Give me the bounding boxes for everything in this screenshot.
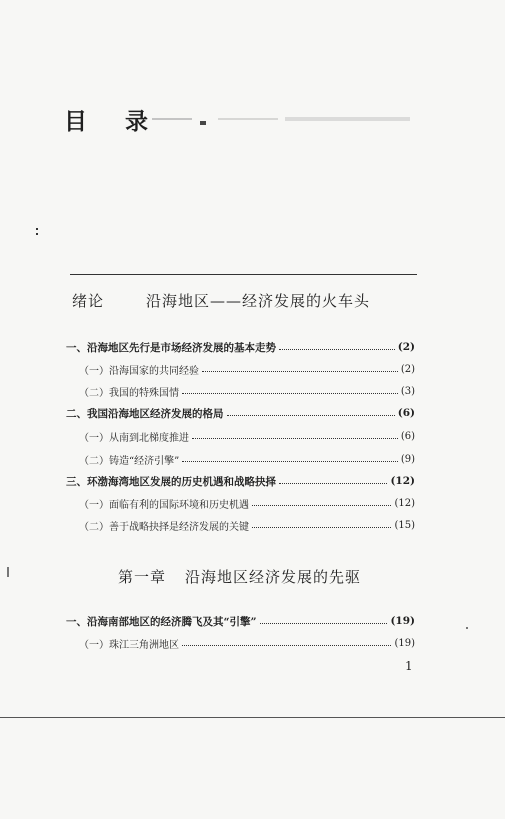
leader-dots: [182, 645, 391, 646]
leader-dots: [182, 461, 398, 462]
page-ref: (2): [400, 363, 415, 375]
page-ref: (19): [394, 637, 415, 649]
toc-heading-char-2: 录: [125, 108, 148, 135]
intro-title: 沿海地区——经济发展的火车头: [146, 292, 371, 310]
toc-entry[interactable]: （一）珠江三角洲地区 (19): [79, 637, 415, 651]
leader-dots: [252, 527, 391, 528]
leader-dots: [279, 349, 395, 350]
leader-dots: [182, 393, 398, 394]
page-number: 1: [405, 659, 413, 673]
intro-label: 绪论: [72, 292, 105, 310]
page-ref: (9): [400, 453, 415, 465]
page-ref: (12): [394, 497, 415, 509]
toc-entry[interactable]: （二）铸造“经济引擎” (9): [79, 453, 415, 467]
toc-entry[interactable]: 二、我国沿海地区经济发展的格局 (6): [66, 407, 415, 420]
leader-dots: [260, 623, 388, 624]
toc-entry[interactable]: （一）从南到北梯度推进 (6): [79, 430, 415, 444]
chapter1-title: 沿海地区经济发展的先驱: [185, 568, 362, 586]
toc-entry[interactable]: （一）面临有利的国际环境和历史机遇 (12): [79, 497, 415, 511]
leader-dots: [252, 505, 391, 506]
leader-dots: [227, 415, 395, 416]
leader-dots: [192, 438, 398, 439]
toc-entry[interactable]: 一、沿海地区先行是市场经济发展的基本走势 (2): [66, 341, 415, 354]
toc-entry[interactable]: （一）沿海国家的共同经验 (2): [79, 363, 415, 377]
leader-dots: [202, 371, 398, 372]
toc-entry[interactable]: （二）我国的特殊国情 (3): [79, 385, 415, 399]
toc-entry[interactable]: （二）善于战略抉择是经济发展的关键 (15): [79, 519, 415, 533]
toc-entry[interactable]: 三、环渤海湾地区发展的历史机遇和战略抉择 (12): [66, 475, 415, 488]
toc-entry[interactable]: 一、沿海南部地区的经济腾飞及其“引擎” (19): [66, 615, 415, 628]
page-ref: (6): [400, 430, 415, 442]
page-ref: (15): [394, 519, 415, 531]
page-ref: (19): [390, 615, 415, 627]
section-divider: [70, 274, 417, 275]
page-ref: (12): [390, 475, 415, 487]
page-ref: (2): [397, 341, 415, 353]
page-ref: (3): [400, 385, 415, 397]
chapter1-label: 第一章: [118, 568, 167, 586]
leader-dots: [279, 483, 387, 484]
page-ref: (6): [397, 407, 415, 419]
toc-heading-char-1: 目: [64, 108, 87, 135]
scan-bottom-edge: [0, 717, 505, 718]
